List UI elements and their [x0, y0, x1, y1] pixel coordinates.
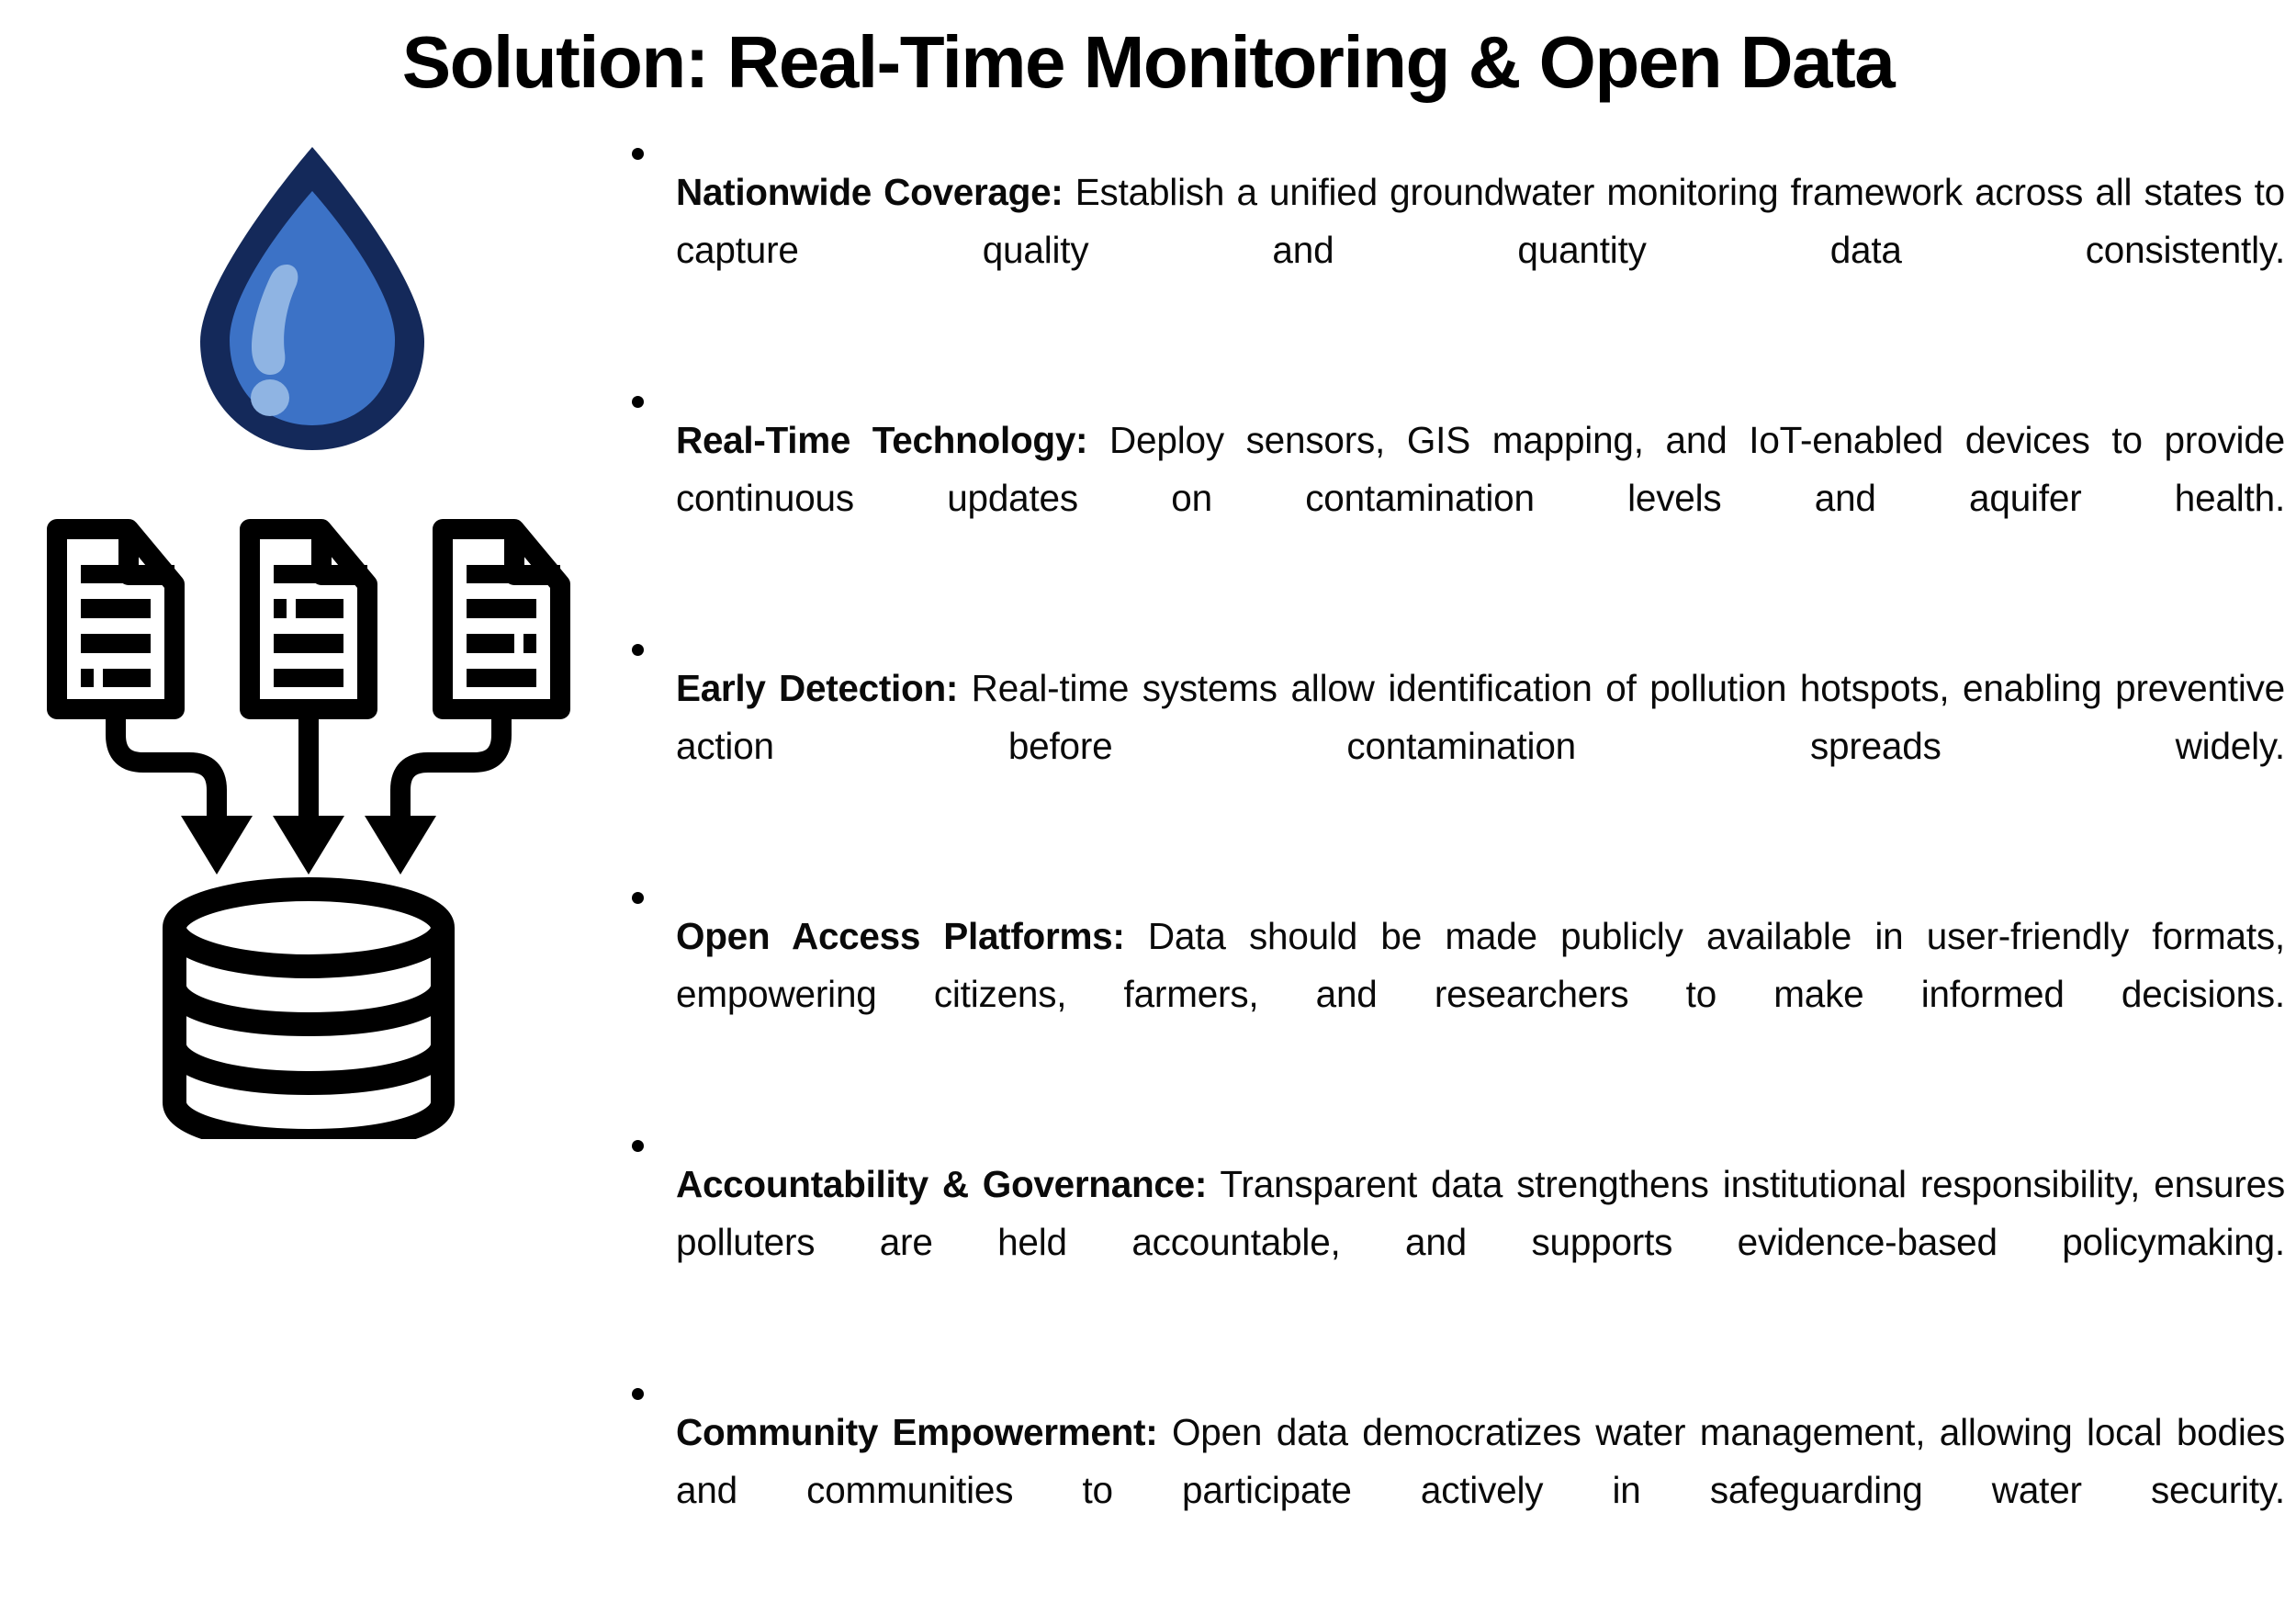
- bullet-body: Deploy sensors, GIS mapping, and IoT-enabled devices to provide continuous updates on contamination levels and aquifer health.: [676, 418, 2285, 519]
- bullet-text: [676, 412, 2285, 585]
- bullet-marker-icon: [632, 126, 676, 160]
- bullet-marker-icon: [632, 1118, 676, 1152]
- bullet-body: Transparent data strengthens institutional responsibility, ensures polluters are held accountable, and supports evidence-based policymaking.: [676, 1162, 2285, 1263]
- data-flow-group: [28, 459, 597, 1139]
- list-item: [632, 126, 2285, 374]
- list-item: [632, 870, 2285, 1118]
- bullet-text: [676, 660, 2285, 833]
- bullet-body: Data should be made publicly available in user-friendly formats, empowering citizens, farmers, and researchers to make informed decisions.: [676, 914, 2285, 1015]
- bullet-text: [676, 1404, 2285, 1577]
- bullet-text: [676, 164, 2285, 337]
- bullet-lead: Early Detection:: [676, 666, 959, 709]
- page-title: Solution: Real-Time Monitoring & Open Data: [401, 21, 1895, 103]
- illustration-group: [28, 138, 597, 1139]
- list-item: [632, 374, 2285, 622]
- arrow-down-icon: [273, 709, 344, 875]
- bullet-lead: Real-Time Technology:: [676, 418, 1088, 461]
- bullet-body: Real-time systems allow identification of pollution hotspots, enabling preventive action before contamination spreads widely.: [676, 666, 2285, 767]
- bullet-body: Open data democratizes water management, allowing local bodies and communities to participate actively in safeguarding water security.: [676, 1410, 2285, 1511]
- bullet-list: [632, 126, 2285, 1614]
- bullet-marker-icon: [632, 1366, 676, 1400]
- bullet-lead: Nationwide Coverage:: [676, 170, 1064, 213]
- bullet-text: [676, 1156, 2285, 1329]
- list-item: [632, 1118, 2285, 1366]
- list-item: [632, 622, 2285, 870]
- arrow-down-icon: [116, 709, 253, 875]
- list-item: [632, 1366, 2285, 1614]
- bullet-lead: Community Empowerment:: [676, 1410, 1158, 1453]
- bullet-marker-icon: [632, 870, 676, 904]
- bullet-marker-icon: [632, 374, 676, 408]
- water-drop-icon: [174, 138, 450, 459]
- arrow-down-icon: [365, 709, 501, 875]
- bullet-text: [676, 908, 2285, 1081]
- database-cylinder-icon: [174, 889, 443, 1139]
- bullet-lead: Accountability & Governance:: [676, 1162, 1208, 1205]
- bullet-body: Establish a unified groundwater monitoring framework across all states to capture quality and quantity data consistently.: [676, 170, 2285, 271]
- bullet-marker-icon: [632, 622, 676, 656]
- bullet-lead: Open Access Platforms:: [676, 914, 1125, 957]
